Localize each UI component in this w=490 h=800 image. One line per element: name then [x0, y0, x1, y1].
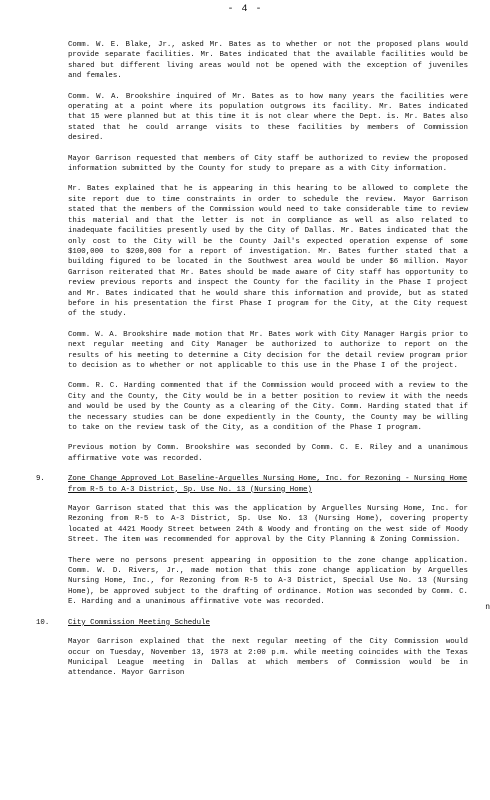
agenda-item-10 [36, 618, 468, 628]
page-number: - 4 - [227, 4, 263, 15]
paragraph-meeting-schedule: Mayor Garrison explained that the next regular meeting of the City Commission would occur on Tuesday, November 13, 1973 at 2:00 p.m. while meeting coincides with the Texas Municipal League meeting in Dallas at which members of Commission would be in attendance. Mayor Garrison [68, 638, 468, 678]
item-number: 9. [36, 475, 45, 484]
paragraph-harding-comment: Comm. R. C. Harding commented that if the Commission would proceed with a review to the City and the County, the City would be in a better position to review it with the needs and would be used by the County as a clearing of the City. Comm. Harding stated that if the necessary studies can be done expediently in the County, the County may be willing to take on the review task of the City, as a condition of the Phase I program. [68, 382, 468, 432]
item-title: City Commission Meeting Schedule [68, 618, 210, 627]
paragraph-bates-explanation: Mr. Bates explained that he is appearing in this hearing to be allowed to complete the site report due to time constraints in order to schedule the review. Mayor Garrison stated that the members of the Commission would need to take considerable time to review this material and that the letter is not in compliance as well as also related to inadequate facilities presently used by the City of Dallas. Mr. Bates indicated that the only cost to the City will be the County Jail's expected operation expense of some $100,000 to $200,000 for a report of investigation. Mr. Bates further stated that a building figured to be located in the Southwest area would be under $6 million. Mayor Garrison reiterated that Mr. Bates should be made aware of City staff has opportunity to review previous reports and inspect the County for the facility in the Phase I project and Mr. Bates indicated that he would share this information and provide, but as stated before in his presentation the first Phase I program for the City, at the City request of the study. [68, 185, 468, 319]
item-number: 10. [36, 618, 50, 627]
agenda-item-9 [36, 474, 468, 495]
paragraph-zone-change-motion: There were no persons present appearing in opposition to the zone change application. Comm. W. D. Rivers, Jr., made motion that this zone change application by Arguelles Nursing Home, Inc., for Rezoning from R-5 to A-3 District, Special Use No. 13 (Nursing Home), be approved subject to the drafting of ordinance. Motion was seconded by Comm. C. E. Harding and a unanimous affirmative vote was recorded. [68, 556, 468, 607]
paragraph-motion-vote: Previous motion by Comm. Brookshire was seconded by Comm. C. E. Riley and a unanimous affirmative vote was recorded. [68, 444, 468, 463]
paragraph-blake-question: Comm. W. E. Blake, Jr., asked Mr. Bates as to whether or not the proposed plans would provide separate facilities. Mr. Bates indicated that the available facilities would be shared but different living areas would not be opened with the exception of juveniles and females. [68, 41, 468, 81]
margin-mark: n [485, 603, 490, 612]
paragraph-brookshire-motion: Comm. W. A. Brookshire made motion that Mr. Bates work with City Manager Hargis prior to next regular meeting and City Manager be authorized to authorize to report on the results of his meeting to determine a City decision for the detail review program prior to decision as to whether or not applicable to this use in the Phase I of the project. [68, 330, 468, 370]
item-title: Zone Change Approved Lot Baseline-Arguelles Nursing Home, Inc. for Rezoning - Nursing Home from R-5 to A-3 District, Sp. Use No. 13 (Nursing Home) [68, 475, 468, 494]
paragraph-mayor-request: Mayor Garrison requested that members of City staff be authorized to review the proposed information submitted by the County for study to prepare as a with City information. [68, 154, 468, 174]
paragraph-zone-change-description: Mayor Garrison stated that this was the application by Arguelles Nursing Home, Inc. for Rezoning from R-5 to A-3 District, Sp. Use No. 13 (Nursing Home), covering property located at 4421 Moody Street between 24th & Woody and fronting on the west side of Moody Street. The item was recommended for approval by the City Planning & Zoning Commission. [68, 505, 468, 545]
document-body [0, 40, 490, 689]
paragraph-brookshire-inquiry: Comm. W. A. Brookshire inquired of Mr. Bates as to how many years the facilities were operating at a point where its population outgrows its facility. Mr. Bates indicated that 15 were planned but at this time it is not clear where the Dept. is. Mr. Bates also stated that he could arrange visits to these facilities by members of Commission desired. [68, 92, 468, 143]
